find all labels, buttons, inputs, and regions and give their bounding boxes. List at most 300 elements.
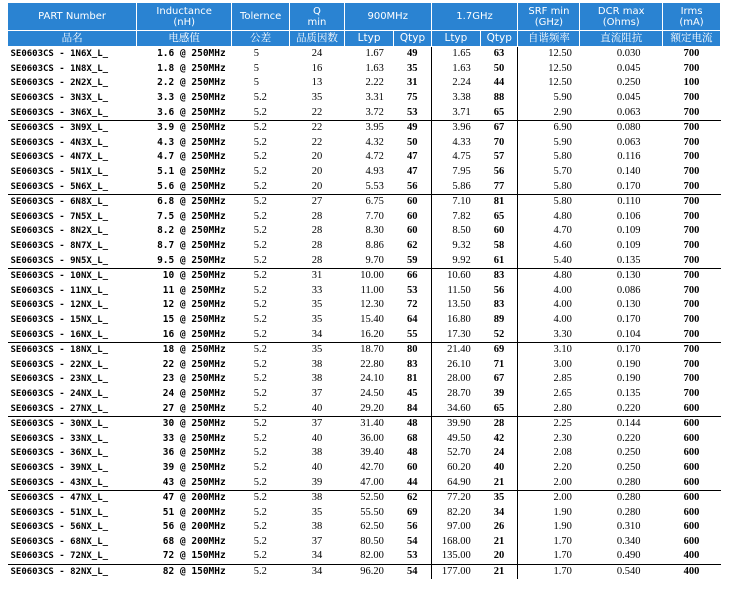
cell-part-number: SE0603CS - 5N6X_L_ (10, 181, 109, 192)
cell-ltyp-1-7: 97.00 (447, 521, 471, 533)
cell-irms: 700 (683, 284, 700, 296)
header-part-number: PART Number (8, 3, 137, 31)
cell-irms: 700 (683, 166, 700, 178)
cell-tolerance: 5.2 (253, 240, 267, 252)
cell-ltyp-900: 39.40 (360, 447, 384, 459)
cell-irms: 700 (683, 299, 700, 311)
cell-inductance: 82 @ 150MHz (137, 564, 232, 579)
cell-irms: 700 (683, 313, 700, 325)
cell-irms: 600 (683, 476, 700, 488)
cell-part-number: SE0603CS - 68NX_L_ (10, 536, 109, 547)
cell-inductance: 39 @ 250MHz (162, 461, 226, 473)
cell-qtyp-1-7: 65 (481, 210, 518, 225)
table-row (8, 490, 721, 505)
cell-ltyp-1-7: 21.40 (431, 342, 481, 357)
cell-inductance: 7.5 @ 250MHz (157, 210, 226, 222)
cell-ltyp-900: 80.50 (360, 535, 384, 547)
table-row (8, 239, 721, 254)
cell-srf-min: 3.00 (553, 358, 572, 370)
cell-inductance: 72 @ 150MHz (162, 550, 226, 562)
cell-ltyp-900: 31.40 (344, 416, 394, 431)
cell-part-number: SE0603CS - 1N6X_L_ (10, 49, 109, 60)
cell-inductance: 27 @ 250MHz (162, 402, 226, 414)
cell-ltyp-900: 4.72 (365, 151, 384, 163)
header-irms: Irms (mA) (663, 3, 721, 31)
cell-qtyp-1-7: 83 (481, 268, 518, 283)
cell-irms: 700 (683, 328, 700, 340)
table-row (8, 150, 721, 165)
cell-qtyp-1-7: 52 (481, 327, 518, 342)
cell-ltyp-1-7: 7.10 (431, 194, 481, 209)
cell-ltyp-1-7: 34.60 (447, 402, 471, 414)
cell-part-number: SE0603CS - 1N8X_L_ (10, 63, 109, 74)
cell-dcr-max: 0.540 (580, 564, 663, 579)
cell-q-min: 20 (311, 166, 323, 178)
cell-srf-min: 2.30 (553, 432, 572, 444)
cell-q-min: 28 (311, 225, 323, 237)
cell-q-min: 35 (311, 92, 323, 104)
cell-tolerance: 5.2 (253, 461, 267, 473)
cell-ltyp-1-7: 3.71 (452, 106, 471, 118)
cell-dcr-max: 0.340 (616, 535, 641, 547)
cell-part-number: SE0603CS - 51NX_L_ (10, 507, 109, 518)
cell-srf-min: 4.00 (553, 313, 572, 325)
cell-dcr-max: 0.170 (580, 342, 663, 357)
cell-srf-min: 5.80 (518, 194, 580, 209)
cell-inductance: 9.5 @ 250MHz (157, 254, 226, 266)
cell-part-number: SE0603CS - 72NX_L_ (10, 551, 109, 562)
cell-qtyp-900: 31 (394, 76, 431, 91)
cell-dcr-max: 0.144 (580, 416, 663, 431)
cell-ltyp-900: 22.80 (360, 358, 384, 370)
cell-dcr-max: 0.310 (616, 521, 641, 533)
cell-qtyp-1-7: 65 (481, 105, 518, 120)
cell-qtyp-900: 49 (394, 120, 431, 135)
cell-part-number: SE0603CS - 4N7X_L_ (10, 152, 109, 163)
table-row (8, 105, 721, 120)
cell-tolerance: 5.2 (232, 490, 290, 505)
cell-srf-min: 5.40 (553, 254, 572, 266)
cell-tolerance: 5.2 (253, 254, 267, 266)
table-row (8, 313, 721, 328)
table-row (8, 357, 721, 372)
cell-part-number: SE0603CS - 30NX_L_ (8, 416, 137, 431)
cell-qtyp-900: 60 (394, 224, 431, 239)
table-row (8, 431, 721, 446)
cell-dcr-max: 0.110 (580, 194, 663, 209)
cell-inductance: 11 @ 250MHz (162, 284, 226, 296)
cell-tolerance: 5.2 (253, 299, 267, 311)
cell-q-min: 38 (311, 358, 323, 370)
cell-ltyp-900: 24.50 (360, 387, 384, 399)
cell-dcr-max: 0.063 (616, 136, 641, 148)
cell-q-min: 16 (311, 62, 323, 74)
cell-ltyp-1-7: 13.50 (447, 299, 471, 311)
cell-tolerance: 5.2 (253, 328, 267, 340)
table-row (8, 268, 721, 283)
cell-inductance: 33 @ 250MHz (162, 432, 226, 444)
cell-srf-min: 2.08 (553, 447, 572, 459)
cell-part-number: SE0603CS - 8N7X_L_ (10, 241, 109, 252)
cell-tolerance: 5.2 (253, 136, 267, 148)
cell-tolerance: 5.2 (253, 402, 267, 414)
cell-qtyp-1-7: 56 (481, 165, 518, 180)
cell-qtyp-1-7: 70 (481, 136, 518, 151)
cell-irms: 700 (683, 225, 700, 237)
table-row (8, 327, 721, 342)
cell-qtyp-900: 53 (394, 549, 431, 564)
header-tol-cn: 公差 (232, 31, 290, 47)
cell-irms: 400 (663, 564, 721, 579)
cell-qtyp-900: 56 (394, 179, 431, 194)
cell-srf-min: 1.70 (553, 535, 572, 547)
cell-qtyp-1-7: 65 (481, 401, 518, 416)
cell-srf-min: 1.70 (553, 550, 572, 562)
cell-tolerance: 5.2 (253, 521, 267, 533)
cell-ltyp-900: 9.70 (365, 254, 384, 266)
cell-q-min: 33 (311, 284, 323, 296)
cell-srf-min: 12.50 (548, 62, 572, 74)
cell-inductance: 18 @ 250MHz (137, 342, 232, 357)
cell-part-number: SE0603CS - 23NX_L_ (10, 374, 109, 385)
cell-srf-min: 4.60 (553, 240, 572, 252)
cell-srf-min: 2.90 (553, 106, 572, 118)
cell-tolerance: 5.2 (253, 387, 267, 399)
header-ltyp-900: Ltyp (344, 31, 394, 47)
cell-inductance: 43 @ 250MHz (162, 476, 226, 488)
cell-qtyp-1-7: 21 (481, 475, 518, 490)
cell-ltyp-900: 42.70 (360, 461, 384, 473)
cell-dcr-max: 0.045 (616, 62, 641, 74)
cell-qtyp-900: 56 (394, 520, 431, 535)
cell-irms: 700 (683, 92, 700, 104)
cell-irms: 600 (683, 432, 700, 444)
cell-qtyp-900: 53 (394, 284, 431, 299)
cell-inductance: 6.8 @ 250MHz (137, 194, 232, 209)
cell-srf-min: 3.30 (553, 328, 572, 340)
cell-dcr-max: 0.116 (617, 151, 641, 163)
cell-ltyp-1-7: 17.30 (447, 328, 471, 340)
cell-dcr-max: 0.250 (616, 77, 641, 89)
cell-tolerance: 5.2 (253, 506, 267, 518)
cell-srf-min: 1.90 (553, 521, 572, 533)
cell-dcr-max: 0.190 (616, 358, 641, 370)
cell-q-min: 31 (290, 268, 345, 283)
table-row (8, 475, 721, 490)
cell-ltyp-1-7: 4.75 (452, 151, 471, 163)
cell-ltyp-1-7: 26.10 (447, 358, 471, 370)
cell-ltyp-1-7: 168.00 (441, 535, 471, 547)
cell-q-min: 28 (311, 254, 323, 266)
cell-tolerance: 5.2 (253, 106, 267, 118)
cell-irms: 100 (683, 77, 700, 89)
header-dcr-cn: 直流阻抗 (580, 31, 663, 47)
cell-q-min: 24 (311, 48, 323, 60)
cell-dcr-max: 0.280 (616, 506, 641, 518)
cell-ltyp-900: 4.32 (365, 136, 384, 148)
cell-ltyp-900: 5.53 (365, 180, 384, 192)
cell-q-min: 35 (311, 506, 323, 518)
cell-irms: 700 (683, 151, 700, 163)
cell-dcr-max: 0.063 (616, 106, 641, 118)
cell-inductance: 23 @ 250MHz (162, 373, 226, 385)
cell-qtyp-900: 80 (394, 342, 431, 357)
spec-table-container (7, 2, 721, 579)
cell-qtyp-900: 68 (394, 431, 431, 446)
cell-part-number: SE0603CS - 9N5X_L_ (10, 255, 109, 266)
cell-inductance: 4.7 @ 250MHz (157, 151, 226, 163)
cell-srf-min: 4.00 (553, 299, 572, 311)
cell-irms: 700 (663, 268, 721, 283)
cell-part-number: SE0603CS - 43NX_L_ (10, 477, 109, 488)
cell-irms: 700 (683, 210, 700, 222)
cell-qtyp-1-7: 63 (481, 47, 518, 62)
cell-inductance: 56 @ 200MHz (162, 521, 226, 533)
table-row (8, 224, 721, 239)
table-body (8, 47, 721, 580)
cell-irms: 700 (683, 373, 700, 385)
cell-part-number: SE0603CS - 82NX_L_ (8, 564, 137, 579)
cell-q-min: 38 (311, 521, 323, 533)
cell-qtyp-900: 49 (394, 47, 431, 62)
cell-ltyp-900: 6.75 (344, 194, 394, 209)
cell-ltyp-1-7: 39.90 (431, 416, 481, 431)
cell-ltyp-1-7: 49.50 (447, 432, 471, 444)
cell-tolerance: 5.2 (232, 342, 290, 357)
cell-tolerance: 5.2 (232, 194, 290, 209)
cell-qtyp-1-7: 88 (481, 91, 518, 106)
cell-q-min: 35 (290, 342, 345, 357)
cell-ltyp-900: 82.00 (360, 550, 384, 562)
cell-qtyp-1-7: 71 (481, 357, 518, 372)
cell-ltyp-1-7: 3.96 (431, 120, 481, 135)
cell-qtyp-1-7: 61 (481, 253, 518, 268)
cell-qtyp-1-7: 50 (481, 62, 518, 77)
cell-ltyp-900: 52.50 (344, 490, 394, 505)
cell-part-number: SE0603CS - 6N8X_L_ (8, 194, 137, 209)
inductor-spec-table (7, 2, 721, 579)
cell-qtyp-900: 50 (394, 136, 431, 151)
cell-srf-min: 12.50 (548, 48, 572, 60)
cell-qtyp-1-7: 56 (481, 284, 518, 299)
cell-ltyp-900: 2.22 (365, 77, 384, 89)
cell-inductance: 1.6 @ 250MHz (157, 48, 226, 60)
header-irms-cn: 额定电流 (663, 31, 721, 47)
cell-irms: 700 (683, 48, 700, 60)
cell-dcr-max: 0.130 (616, 299, 641, 311)
cell-ltyp-1-7: 7.95 (452, 166, 471, 178)
cell-inductance: 68 @ 200MHz (162, 535, 226, 547)
cell-part-number: SE0603CS - 36NX_L_ (10, 448, 109, 459)
cell-q-min: 35 (311, 299, 323, 311)
cell-dcr-max: 0.140 (616, 166, 641, 178)
cell-irms: 700 (683, 180, 700, 192)
cell-ltyp-900: 18.70 (344, 342, 394, 357)
cell-ltyp-900: 1.63 (365, 62, 384, 74)
cell-qtyp-1-7: 60 (481, 224, 518, 239)
cell-qtyp-900: 69 (394, 505, 431, 520)
cell-tolerance: 5.2 (232, 564, 290, 579)
cell-qtyp-900: 60 (394, 210, 431, 225)
cell-irms: 600 (663, 490, 721, 505)
cell-qtyp-900: 84 (394, 401, 431, 416)
cell-dcr-max: 0.106 (616, 210, 641, 222)
cell-ltyp-900: 24.10 (360, 373, 384, 385)
header-srf-cn: 自谐频率 (518, 31, 580, 47)
cell-srf-min: 5.80 (553, 180, 572, 192)
cell-part-number: SE0603CS - 24NX_L_ (10, 388, 109, 399)
cell-q-min: 38 (311, 373, 323, 385)
cell-tolerance: 5.2 (253, 166, 267, 178)
table-row (8, 194, 721, 209)
cell-qtyp-1-7: 67 (481, 372, 518, 387)
cell-ltyp-1-7: 11.50 (447, 284, 471, 296)
cell-q-min: 40 (311, 461, 323, 473)
table-row (8, 298, 721, 313)
cell-irms: 600 (683, 535, 700, 547)
table-row (8, 401, 721, 416)
header-ltyp-1-7: Ltyp (431, 31, 481, 47)
cell-inductance: 47 @ 200MHz (137, 490, 232, 505)
table-row (8, 120, 721, 135)
cell-qtyp-1-7: 20 (481, 549, 518, 564)
cell-qtyp-900: 48 (394, 416, 431, 431)
cell-q-min: 22 (311, 106, 323, 118)
cell-irms: 700 (683, 254, 700, 266)
cell-irms: 700 (683, 358, 700, 370)
cell-qtyp-1-7: 57 (481, 150, 518, 165)
cell-q-min: 22 (311, 136, 323, 148)
cell-dcr-max: 0.250 (616, 461, 641, 473)
cell-q-min: 38 (311, 447, 323, 459)
cell-ltyp-900: 55.50 (360, 506, 384, 518)
cell-tolerance: 5 (253, 77, 259, 89)
cell-ltyp-900: 8.86 (365, 240, 384, 252)
cell-part-number: SE0603CS - 15NX_L_ (10, 314, 109, 325)
cell-q-min: 40 (311, 432, 323, 444)
cell-tolerance: 5.2 (253, 92, 267, 104)
cell-dcr-max: 0.130 (580, 268, 663, 283)
cell-dcr-max: 0.080 (580, 120, 663, 135)
cell-qtyp-1-7: 42 (481, 431, 518, 446)
cell-tolerance: 5.2 (253, 447, 267, 459)
cell-qtyp-900: 54 (394, 564, 431, 579)
cell-dcr-max: 0.104 (616, 328, 641, 340)
table-row (8, 76, 721, 91)
cell-srf-min: 2.25 (518, 416, 580, 431)
cell-tolerance: 5.2 (253, 358, 267, 370)
cell-qtyp-1-7: 83 (481, 298, 518, 313)
header-part-cn: 品名 (8, 31, 137, 47)
cell-ltyp-1-7: 10.60 (431, 268, 481, 283)
cell-qtyp-1-7: 67 (481, 120, 518, 135)
cell-tolerance: 5.2 (232, 268, 290, 283)
cell-qtyp-1-7: 69 (481, 342, 518, 357)
cell-ltyp-1-7: 28.00 (447, 373, 471, 385)
cell-ltyp-900: 3.31 (365, 92, 384, 104)
cell-dcr-max: 0.109 (616, 225, 641, 237)
cell-part-number: SE0603CS - 56NX_L_ (10, 522, 109, 533)
cell-inductance: 5.1 @ 250MHz (157, 166, 226, 178)
cell-dcr-max: 0.190 (616, 373, 641, 385)
header-900mhz: 900MHz (344, 3, 431, 31)
cell-srf-min: 2.00 (553, 476, 572, 488)
cell-ltyp-1-7: 8.50 (452, 225, 471, 237)
cell-irms: 700 (683, 106, 700, 118)
cell-irms: 600 (683, 461, 700, 473)
cell-ltyp-900: 11.00 (360, 284, 384, 296)
cell-q-min: 34 (311, 550, 323, 562)
cell-part-number: SE0603CS - 3N6X_L_ (10, 107, 109, 118)
header-srf: SRF min (GHz) (518, 3, 580, 31)
cell-srf-min: 2.20 (553, 461, 572, 473)
cell-ltyp-1-7: 82.20 (447, 506, 471, 518)
cell-ltyp-1-7: 1.63 (452, 62, 471, 74)
cell-ltyp-1-7: 4.33 (452, 136, 471, 148)
table-row (8, 179, 721, 194)
cell-qtyp-1-7: 81 (481, 194, 518, 209)
cell-dcr-max: 0.280 (580, 490, 663, 505)
cell-irms: 600 (663, 416, 721, 431)
header-ind-cn: 电感值 (137, 31, 232, 47)
cell-q-min: 20 (311, 180, 323, 192)
cell-tolerance: 5.2 (253, 535, 267, 547)
cell-q-min: 38 (290, 490, 345, 505)
cell-ltyp-1-7: 5.86 (452, 180, 471, 192)
cell-qtyp-900: 45 (394, 387, 431, 402)
cell-inductance: 36 @ 250MHz (162, 447, 226, 459)
cell-part-number: SE0603CS - 3N9X_L_ (8, 120, 137, 135)
cell-q-min: 13 (311, 77, 323, 89)
cell-inductance: 10 @ 250MHz (137, 268, 232, 283)
table-header (8, 3, 721, 47)
cell-inductance: 12 @ 250MHz (162, 299, 226, 311)
cell-inductance: 3.9 @ 250MHz (137, 120, 232, 135)
cell-dcr-max: 0.490 (616, 550, 641, 562)
header-tolerance: Tolernce (232, 3, 290, 31)
cell-q-min: 35 (311, 313, 323, 325)
cell-inductance: 22 @ 250MHz (162, 358, 226, 370)
cell-inductance: 2.2 @ 250MHz (157, 77, 226, 89)
cell-dcr-max: 0.086 (616, 284, 641, 296)
cell-qtyp-1-7: 39 (481, 387, 518, 402)
cell-part-number: SE0603CS - 5N1X_L_ (10, 167, 109, 178)
cell-ltyp-900: 96.20 (344, 564, 394, 579)
cell-srf-min: 5.70 (553, 166, 572, 178)
cell-qtyp-1-7: 58 (481, 239, 518, 254)
cell-irms: 700 (663, 120, 721, 135)
cell-qtyp-900: 62 (394, 239, 431, 254)
cell-tolerance: 5.2 (253, 225, 267, 237)
cell-ltyp-1-7: 3.38 (452, 92, 471, 104)
cell-qtyp-1-7: 21 (481, 535, 518, 550)
cell-inductance: 8.2 @ 250MHz (157, 225, 226, 237)
cell-q-min: 37 (290, 416, 345, 431)
cell-q-min: 39 (311, 476, 323, 488)
cell-inductance: 30 @ 250MHz (137, 416, 232, 431)
cell-ltyp-900: 15.40 (360, 313, 384, 325)
cell-ltyp-900: 3.95 (344, 120, 394, 135)
cell-dcr-max: 0.109 (616, 240, 641, 252)
cell-qtyp-900: 64 (394, 313, 431, 328)
cell-inductance: 3.6 @ 250MHz (157, 106, 226, 118)
cell-part-number: SE0603CS - 47NX_L_ (8, 490, 137, 505)
cell-qtyp-900: 44 (394, 475, 431, 490)
cell-qtyp-900: 53 (394, 105, 431, 120)
cell-part-number: SE0603CS - 22NX_L_ (10, 359, 109, 370)
cell-part-number: SE0603CS - 2N2X_L_ (10, 78, 109, 89)
cell-ltyp-1-7: 64.90 (447, 476, 471, 488)
